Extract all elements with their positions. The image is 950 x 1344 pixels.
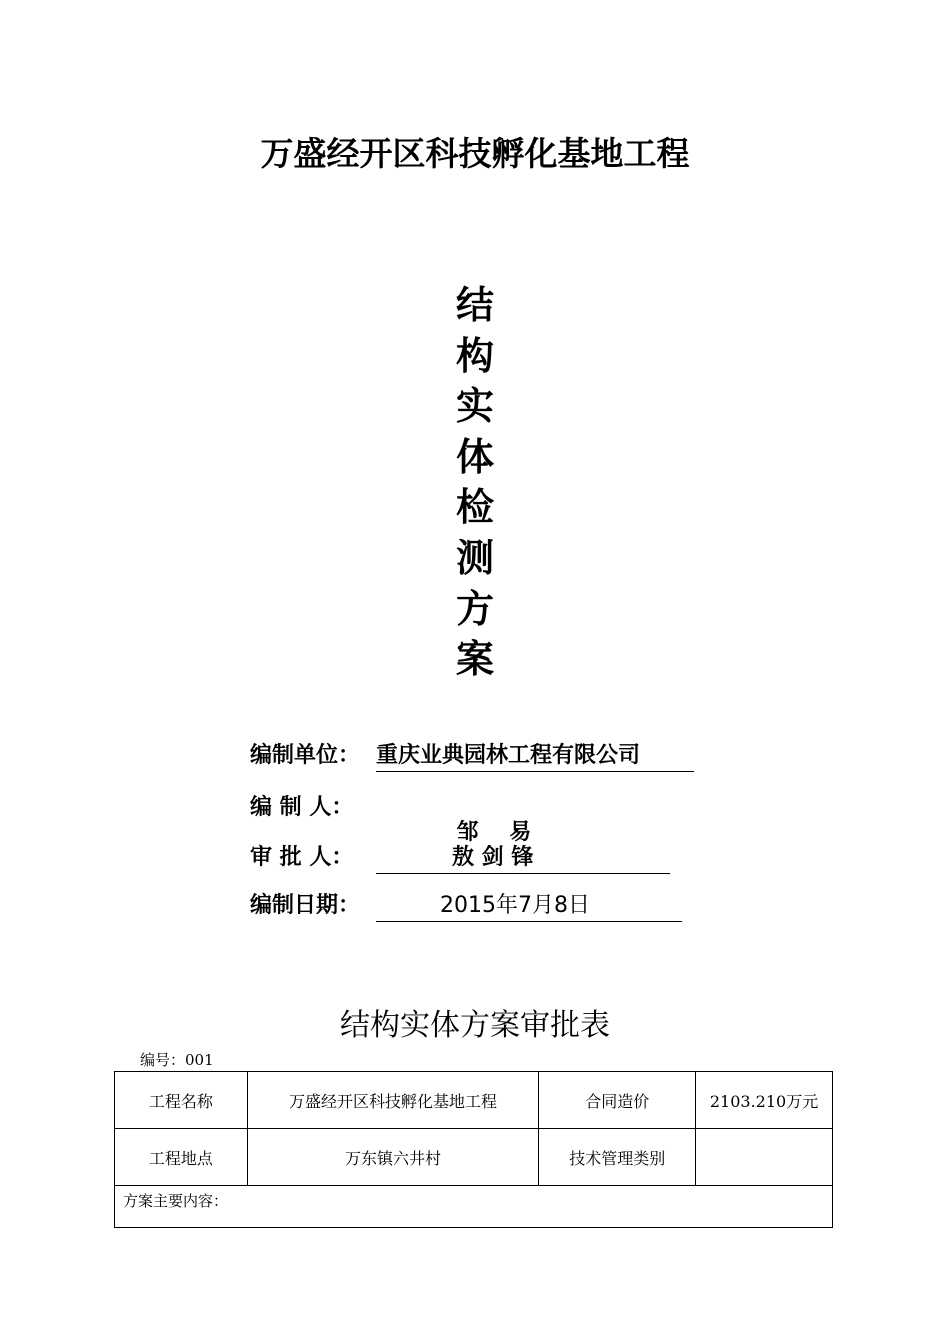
cell-contract-price-label: 合同造价 — [539, 1072, 696, 1129]
doc-title-char: 检 — [455, 485, 494, 530]
doc-title-char: 构 — [455, 333, 494, 378]
doc-title-char: 方 — [455, 586, 494, 631]
author-label: 编 制 人： — [250, 795, 354, 820]
cell-tech-category-label: 技术管理类别 — [539, 1129, 696, 1186]
cell-tech-category-value — [696, 1129, 833, 1186]
unit-label: 编制单位： — [250, 743, 361, 768]
doc-title-char: 结 — [455, 283, 494, 327]
form-number: 编号：001 — [140, 1051, 214, 1069]
document-title-vertical — [445, 280, 505, 685]
cell-contract-price-value: 2103.210万元 — [696, 1072, 833, 1129]
date-text: 2015年7月8日 — [440, 893, 590, 918]
unit-value: 重庆业典园林工程有限公司 — [376, 738, 694, 772]
doc-title-char: 实 — [455, 384, 494, 429]
table-row — [115, 1129, 833, 1186]
form-title: 结构实体方案审批表 — [340, 1008, 610, 1043]
approval-table — [114, 1071, 833, 1228]
approver-label: 审 批 人： — [250, 845, 354, 870]
approver-value — [376, 840, 670, 874]
doc-title-char: 测 — [455, 535, 494, 580]
cell-plan-content: 方案主要内容： — [115, 1186, 833, 1228]
author-name: 邹 易 — [456, 820, 532, 845]
approver-name: 敖 剑 锋 — [452, 845, 534, 870]
doc-title-char: 案 — [455, 637, 494, 682]
cell-project-name-value: 万盛经开区科技孵化基地工程 — [247, 1072, 539, 1129]
cell-project-location-label: 工程地点 — [115, 1129, 248, 1186]
date-label: 编制日期： — [250, 893, 361, 918]
table-row — [115, 1072, 833, 1129]
cell-project-location-value: 万东镇六井村 — [247, 1129, 539, 1186]
table-row — [115, 1186, 833, 1228]
date-value — [376, 888, 682, 922]
cell-project-name-label: 工程名称 — [115, 1072, 248, 1129]
doc-title-char: 体 — [455, 434, 494, 479]
project-title: 万盛经开区科技孵化基地工程 — [260, 134, 690, 173]
